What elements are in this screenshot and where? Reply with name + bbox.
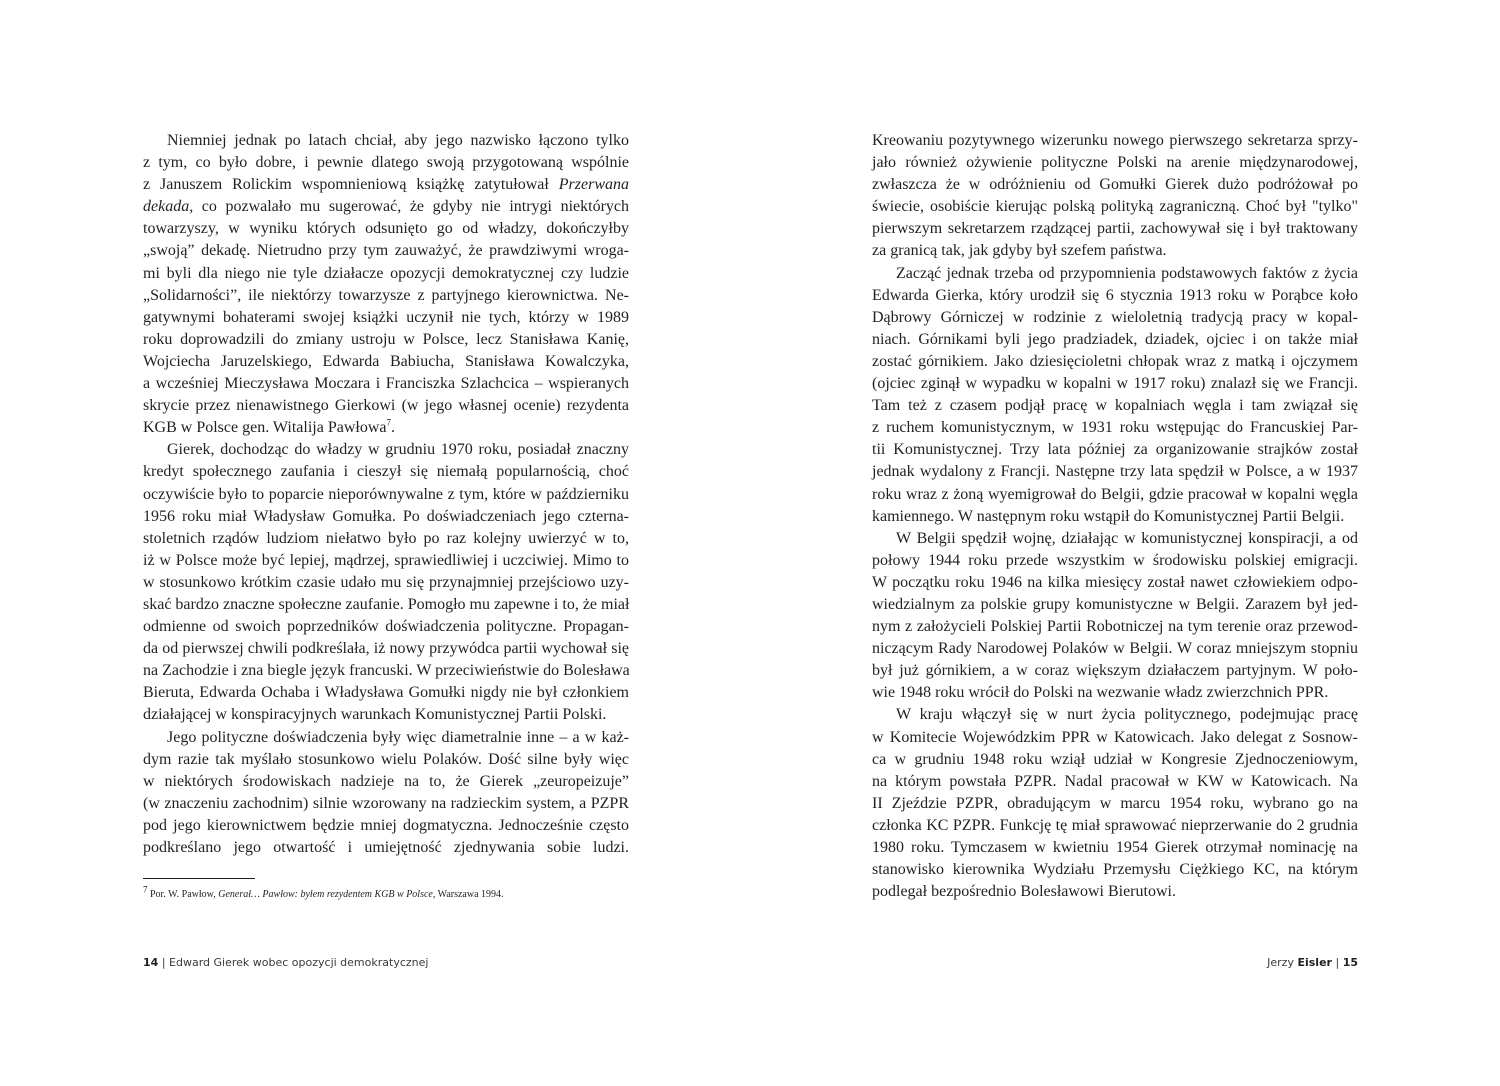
text-line: W kraju włączył się w nurt życia politycznego, podejmując pracę	[896, 706, 1358, 724]
author-first-name: Jerzy	[1267, 956, 1294, 969]
text-line: wie 1948 roku wrócił do Polski na wezwanie władz zwierzchnich PPR.	[872, 684, 1329, 702]
text-line: 1980 roku. Tymczasem w kwietniu 1954 Gierek otrzymał nominację na	[872, 839, 1358, 856]
text-line: na Zachodzie i zna biegle język francuski. W przeciwieństwie do Bolesława	[143, 662, 630, 680]
footnote-ref: 7	[386, 417, 391, 428]
text-line: 1956 roku miał Władysław Gomułka. Po doświadczeniach jego czterna-	[143, 507, 629, 525]
text-line: oczywiście było to poparcie nieporównywalne z tym, które w październiku	[143, 485, 629, 503]
text-segment: .	[390, 419, 395, 437]
running-title: Edward Gierek wobec opozycji demokratycznej	[169, 956, 429, 969]
text-line: Niemniej jednak po latach chciał, aby jego nazwisko łączono tylko	[167, 132, 629, 149]
text-line: skać bardzo znaczne społeczne zaufanie. Pomogło mu zapewne i to, że miał	[143, 595, 630, 613]
text-line: za granicą tak, jak gdyby był szefem państwa.	[872, 242, 1167, 260]
text-line: podkreślano jego otwartość i umiejętność zjednywania sobie ludzi.	[143, 839, 629, 856]
footer-separator: |	[1335, 956, 1340, 969]
text-line: tii Komunistycznej. Trzy lata później za organizowanie strajków został	[872, 441, 1358, 459]
text-line: świecie, osobiście kierując polską polityką zagraniczną. Choć był "tylko"	[872, 198, 1358, 216]
left-body-text	[143, 130, 629, 859]
text-line: nym z założycieli Polskiej Partii Robotniczej na tym terenie oraz przewod-	[872, 618, 1358, 636]
text-line: połowy 1944 roku przede wszystkim w środowisku polskiej emigracji.	[872, 551, 1358, 569]
text-line: podlegał bezpośrednio Bolesławowi Bierutowi.	[872, 883, 1176, 901]
text-line: iż w Polsce może być lepiej, mądrzej, sprawiedliwiej i uczciwiej. Mimo to	[143, 551, 629, 569]
right-page	[750, 0, 1500, 1086]
text-line: w niektórych środowiskach nadzieje na to, że Gierek „zeuropeizuje”	[143, 772, 629, 790]
text-segment: , co pozwalało mu sugerować, że gdyby nie intrygi niektórych	[189, 198, 629, 216]
text-line: Gierek, dochodząc do władzy w grudniu 1970 roku, posiadał znaczny	[167, 441, 629, 459]
text-line: Edwarda Gierka, który urodził się 6 stycznia 1913 roku w Porąbce koło	[872, 286, 1358, 304]
page-number: 14	[143, 956, 159, 969]
footnote-title: Generał… Pawłow: byłem rezydentem KGB w Polsce	[218, 889, 433, 900]
text-line: stoletnich rządów ludziom niełatwo było po raz kolejny uwierzyć w to,	[143, 529, 629, 547]
text-line: odmienne od swoich poprzedników doświadczenia polityczne. Propagan-	[143, 618, 629, 636]
text-line: (w znaczeniu zachodnim) silnie wzorowany na radzieckim system, a PZPR	[143, 794, 629, 812]
footnote	[143, 884, 504, 900]
text-line: pod jego kierownictwem będzie mniej dogmatyczna. Jednocześnie często	[143, 816, 629, 834]
text-line: skrycie przez nienawistnego Gierkowi (w jego własnej ocenie) rezydenta	[143, 397, 629, 415]
page-number: 15	[1342, 956, 1358, 969]
text-line: niach. Górnikami byli jego pradziadek, dziadek, ojciec i on także miał	[872, 330, 1358, 348]
text-line: roku wraz z żoną wyemigrował do Belgii, gdzie pracował w kopalni węgla	[872, 485, 1358, 503]
text-line: „Solidarności”, ile niektórzy towarzysze z partyjnego kierownictwa. Ne-	[143, 286, 629, 304]
text-line: Kreowaniu pozytywnego wizerunku nowego pierwszego sekretarza sprzy-	[872, 132, 1358, 149]
footnote-suffix: , Warszawa 1994.	[432, 889, 504, 900]
text-line: był już górnikiem, a w coraz większym działaczem partyjnym. W poło-	[872, 662, 1358, 680]
text-line: w stosunkowo krótkim czasie udało mu się przynajmniej przejściowo uzy-	[143, 573, 629, 591]
text-line: działającej w konspiracyjnych warunkach Komunistycznej Partii Polski.	[143, 706, 607, 724]
text-segment: KGB w Polsce gen. Witalija Pawłowa	[143, 419, 387, 437]
text-line: z tym, co było dobre, i pewnie dlatego swoją przygotowaną wspólnie	[143, 154, 629, 172]
text-line: stanowisko kierownika Wydziału Przemysłu Ciężkiego KC, na którym	[872, 861, 1358, 879]
footnote-prefix: Por. W. Pawłow,	[150, 889, 216, 900]
author-last-name: Eisler	[1297, 956, 1332, 969]
text-line: jało również ożywienie polityczne Polski na arenie międzynarodowej,	[872, 154, 1358, 172]
text-line: towarzyszy, w wyniku których odsunięto go od władzy, dokończyłby	[143, 220, 629, 238]
text-line: (ojciec zginął w wypadku w kopalni w 1917 roku) znalazł się we Francji.	[872, 375, 1358, 393]
text-line: Wojciecha Jaruzelskiego, Edwarda Babiucha, Stanisława Kowalczyka,	[143, 352, 629, 370]
text-line: zostać górnikiem. Jako dziesięcioletni chłopak wraz z matką i ojczymem	[872, 352, 1358, 370]
text-line: da od pierwszej chwili podkreślała, iż nowy przywódca partii wychował się	[143, 640, 629, 658]
text-line: dym razie tak myślało stosunkowo wielu Polaków. Dość silne były więc	[143, 750, 629, 768]
left-footer	[143, 956, 428, 969]
book-title-italic: Przerwana	[558, 176, 629, 194]
footer-separator: |	[161, 956, 166, 969]
text-line: Dąbrowy Górniczej w rodzinie z wieloletnią tradycją pracy w kopal-	[872, 308, 1358, 326]
text-line: niczącym Rady Narodowej Polaków w Belgii. W coraz mniejszym stopniu	[872, 640, 1358, 658]
text-line: z ruchem komunistycznym, w 1931 roku wstępując do Francuskiej Par-	[872, 419, 1358, 437]
footnote-divider	[143, 878, 255, 879]
text-line: „swoją” dekadę. Nietrudno przy tym zauważyć, że prawdziwymi wroga-	[143, 242, 629, 260]
text-line: wiedzialnym za polskie grupy komunistyczne w Belgii. Zarazem był jed-	[872, 595, 1358, 613]
text-line	[143, 196, 629, 218]
text-line: a wcześniej Mieczysława Moczara i Franciszka Szlachcica – wspieranych	[143, 375, 629, 393]
text-line: ca w grudniu 1948 roku wziął udział w Kongresie Zjednoczeniowym,	[872, 750, 1358, 768]
text-line: zwłaszcza że w odróżnieniu od Gomułki Gierek dużo podróżował po	[872, 176, 1358, 194]
text-line: członka KC PZPR. Funkcję tę miał sprawować nieprzerwanie do 2 grudnia	[872, 816, 1358, 834]
text-line: jednak wydalony z Francji. Następne trzy lata spędził w Polsce, a w 1937	[872, 463, 1358, 481]
text-line: Tam też z czasem podjął pracę w kopalniach węgla i tam związał się	[872, 397, 1358, 415]
text-line: roku doprowadzili do zmiany ustroju w Polsce, lecz Stanisława Kanię,	[143, 330, 629, 348]
footnote-number: 7	[143, 884, 148, 895]
text-line: w Komitecie Wojewódzkim PPR w Katowicach. Jako delegat z Sosnow-	[872, 728, 1358, 746]
text-line: Bieruta, Edwarda Ochaba i Władysława Gomułki nigdy nie był członkiem	[143, 684, 629, 702]
text-line: kamiennego. W następnym roku wstąpił do Komunistycznej Partii Belgii.	[872, 507, 1345, 525]
text-segment: z Januszem Rolickim wspomnieniową książkę zatytułował	[143, 176, 549, 194]
text-line: gatywnymi bohaterami swojej książki uczynił nie tych, którzy w 1989	[143, 308, 629, 326]
book-title-italic: dekada	[143, 198, 190, 216]
text-line: II Zjeździe PZPR, obradującym w marcu 1954 roku, wybrano go na	[872, 794, 1358, 812]
right-footer	[1267, 956, 1358, 969]
text-line: kredyt społecznego zaufania i cieszył się niemałą popularnością, choć	[143, 463, 629, 481]
text-line: Jego polityczne doświadczenia były więc diametralnie inne – a w każ-	[167, 728, 629, 746]
text-line: pierwszym sekretarzem rządzącej partii, zachowywał się i był traktowany	[872, 220, 1358, 238]
text-line: W Belgii spędził wojnę, działając w komunistycznej konspiracji, a od	[896, 529, 1358, 547]
text-line	[143, 417, 629, 439]
text-line: na którym powstała PZPR. Nadal pracował w KW w Katowicach. Na	[872, 772, 1358, 790]
text-line	[143, 174, 629, 196]
text-line: Zacząć jednak trzeba od przypomnienia podstawowych faktów z życia	[896, 264, 1358, 282]
text-line: mi byli dla niego nie tyle działacze opozycji demokratycznej czy ludzie	[143, 264, 629, 282]
right-body-text	[872, 130, 1358, 903]
text-line: W początku roku 1946 na kilka miesięcy został nawet człowiekiem odpo-	[872, 573, 1358, 591]
